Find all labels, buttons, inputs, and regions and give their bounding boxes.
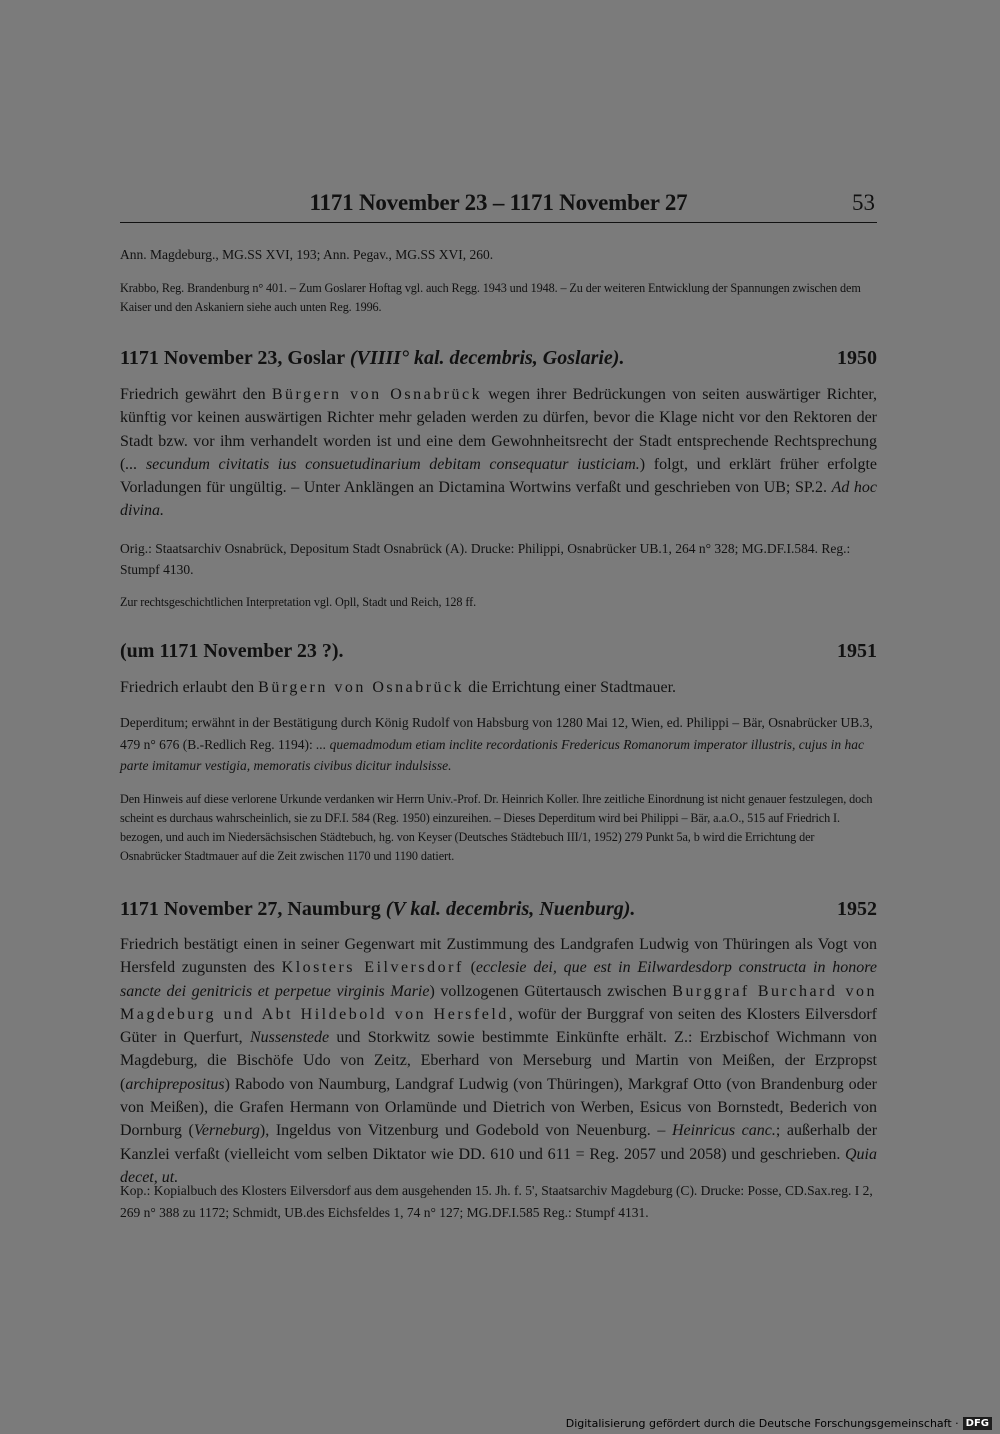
regest-1952-heading (120, 898, 877, 924)
latin-quote: ecclesie dei, que est in Eilwardesdorp constructa in honore sancte dei genitricis et perpetue virginis Marie (120, 959, 877, 1000)
spaced-name: Burggraf Burchard von Magdeburg und Abt Hildebold von Hersfeld (120, 982, 878, 1023)
regest-1950-note: Zur rechtsgeschichtlichen Interpretation vgl. Opll, Stadt und Reich, 128 ff. (120, 595, 477, 609)
regest-1952-sources: Kop.: Kopialbuch des Klosters Eilversdorf aus dem ausgehenden 15. Jh. f. 5', Staatsarchiv Magdeburg (C). Drucke: Posse, CD.Sax.reg. I 2, 269 n° 388 zu 1172; Schmidt, UB.des Eichsfeldes 1, 74 n° 127; MG.DF.I.585 Reg.: Stumpf 4131. (120, 1183, 873, 1220)
regest-1952-text (120, 933, 877, 1189)
incipit: Ad hoc divina. (120, 479, 878, 520)
header-title: 1171 November 23 – 1171 November 27 (309, 190, 688, 215)
chancellor-name: Heinricus canc. (671, 1122, 776, 1140)
dfg-logo: DFG (963, 1417, 992, 1430)
spaced-name: Bürgern von Osnabrück (271, 386, 483, 403)
text-run: ) vollzogenen Gütertausch zwischen (429, 982, 673, 1000)
latin-term: archiprepositus (125, 1075, 225, 1093)
place-name: Nussenstede (249, 1029, 330, 1047)
regest-1951-heading (120, 640, 877, 666)
footer-text: Digitalisierung gefördert durch die Deutsche Forschungsgemeinschaft · (565, 1417, 959, 1430)
text-run: ) folgt, und erklärt früher erfolgte Vorladungen für ungültig. – Unter Anklängen an Dictamina Wortwins verfaßt und geschrieben von UB; SP.2. (120, 455, 877, 497)
regest-1951-note: Den Hinweis auf diese verlorene Urkunde verdanken wir Herrn Univ.-Prof. Dr. Heinrich Koller. Ihre zeitliche Einordnung ist nicht genauer festzulegen, doch scheint es durchaus wahrscheinlich, sie zu DF.I. 584 (Reg. 1950) einzureihen. – Dieses Deperditum wird bei Philippi – Bär, a.a.O., 515 auf Friedrich I. bezogen, und auch im Niedersächsischen Städtebuch, hg. von Keyser (Deutsches Städtebuch III/1, 1952) 279 Punkt 5a, b wird die Errichtung der Osnabrücker Stadtmauer auf die Zeit zwischen 1170 und 1190 datiert. (120, 792, 873, 863)
text-run: und Storkwitz sowie bestimmte Einkünfte erhält. Z.: Erzbischof Wichmann von Magdeburg, die Bischöfe Udo von Zeitz, Eberhard von Merseburg und Martin von Meißen, der Erzpropst ( (120, 1029, 877, 1093)
text-run: Deperditum; erwähnt in der Bestätigung durch König Rudolf von Habsburg von 1280 Mai 12, Wien, ed. Philippi – Bär, Osnabrücker UB.3, 479 n° 676 (B.-Redlich Reg. 1194): (120, 715, 873, 752)
text-run: ( (463, 959, 476, 977)
running-header (120, 190, 877, 223)
regest-1950-heading (120, 347, 877, 373)
regest-1950-text (120, 383, 877, 523)
text-run: wegen ihrer Bedrückungen von seiten auswärtiger Richter, künftig vor keinen auswärtigen Richter mehr geladen werden zu dürfen, bevor die Klage nicht vor den Rektoren der Stadt bzw. vor ihm verhandelt worden ist und eine dem Gewohnheitsrecht der Stadt entsprechende Rechtsprechung ( (120, 386, 878, 473)
regest-1951-date: (um 1171 November 23 ?). (120, 640, 344, 662)
regest-1950-date-place: 1171 November 23, Goslar (120, 347, 350, 369)
text-run: ), Ingeldus von Vitzenburg und Godebold von Neuenburg. – (259, 1122, 672, 1140)
text-run: die Errichtung einer Stadtmauer. (464, 679, 677, 696)
text-run: , wofür der Burggraf von seiten des Klosters Eilversdorf Güter in Querfurt, (120, 1005, 878, 1047)
regest-1952-dating-formula: (V kal. decembris, Nuenburg). (385, 898, 636, 920)
regest-1951-text (120, 676, 877, 699)
document-page (120, 0, 877, 1434)
text-run: Friedrich bestätigt einen in seiner Gegenwart mit Zustimmung des Landgrafen Ludwig von Thüringen als Vogt von Hersfeld zugunsten des (120, 936, 877, 977)
latin-quote: ... quemadmodum etiam inclite recordationis Fredericus Romanorum imperator illustris, cujus in hac parte imitamur vestigia, memoratis civibus dicitur indulsisse. (120, 736, 864, 773)
regest-1951-sources (120, 712, 877, 777)
dfg-footer (566, 1417, 992, 1430)
spaced-name: Klosters Eilversdorf (281, 959, 464, 977)
incipit: Quia decet, ut. (120, 1145, 877, 1186)
text-run: Friedrich gewährt den (120, 386, 272, 403)
preamble-note: Krabbo, Reg. Brandenburg n° 401. – Zum Goslarer Hoftag vgl. auch Regg. 1943 und 1948. – Zu der weiteren Entwicklung der Spannungen zwischen dem Kaiser und den Askaniern siehe auch unten Reg. 1996. (120, 281, 861, 314)
text-run: ; außerhalb der Kanzlei verfaßt (vielleicht vom selben Diktator wie DD. 610 und 611 = Reg. 2057 und 2058) und geschrieben. (120, 1122, 878, 1163)
place-name: Verneburg (193, 1122, 260, 1140)
page-number: 53 (852, 190, 875, 215)
latin-quote: ... secundum civitatis ius consuetudinarium debitam consequatur iusticiam. (125, 455, 640, 473)
spaced-name: Bürgern von Osnabrück (258, 679, 465, 696)
text-run: Friedrich erlaubt den (120, 679, 259, 696)
preamble-sources: Ann. Magdeburg., MG.SS XVI, 193; Ann. Pegav., MG.SS XVI, 260. (120, 247, 494, 262)
regest-1950-number: 1950 (837, 347, 877, 369)
text-run: ) Rabodo von Naumburg, Landgraf Ludwig (von Thüringen), Markgraf Otto (von Brandenburg oder von Meißen), die Grafen Hermann von Orlamünde und Dietrich von Werben, Esicus von Bornstedt, Bederich von Dornburg ( (120, 1075, 877, 1140)
regest-1950-sources: Orig.: Staatsarchiv Osnabrück, Depositum Stadt Osnabrück (A). Drucke: Philippi, Osnabrücker UB.1, 264 n° 328; MG.DF.I.584. Reg.: Stumpf 4130. (120, 541, 851, 577)
regest-1951-number: 1951 (837, 640, 877, 662)
regest-1950-dating-formula: (VIIII° kal. decembris, Goslarie). (349, 347, 625, 369)
regest-1952-number: 1952 (837, 898, 877, 920)
regest-1952-date-place: 1171 November 27, Naumburg (120, 898, 386, 920)
